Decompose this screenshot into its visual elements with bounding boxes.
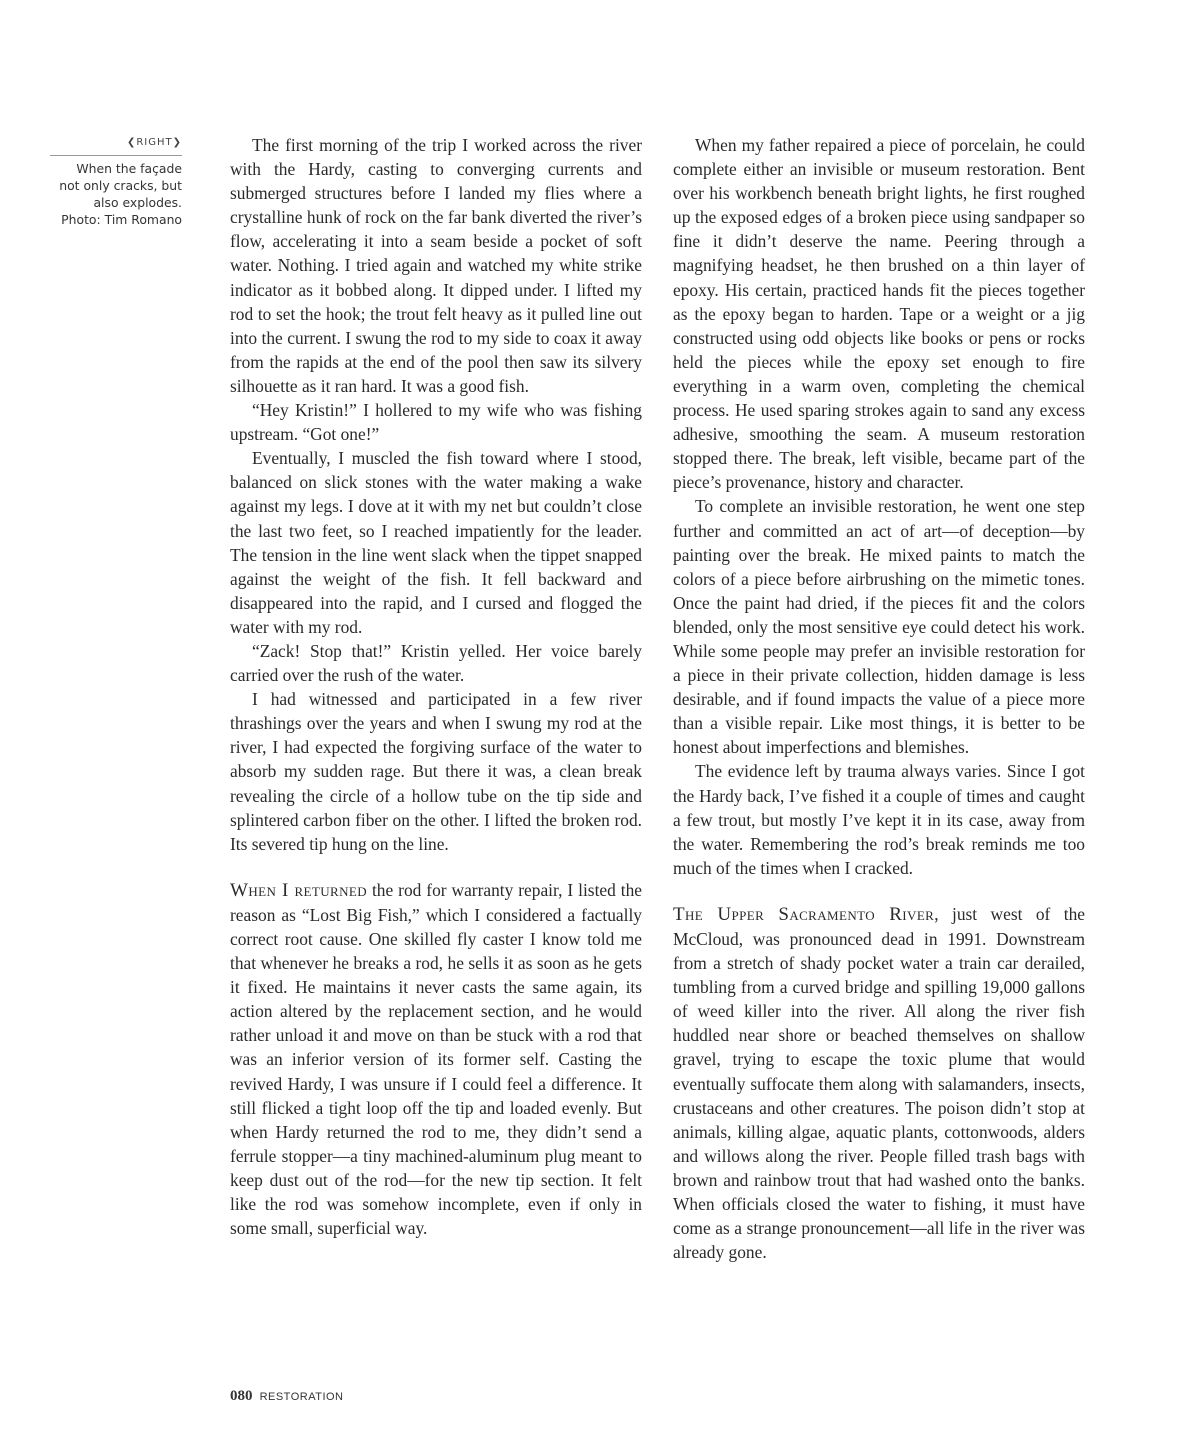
section-text: the rod for warranty repair, I listed the reason as “Lost Big Fish,” which I considered a factually correct root cause. One skilled fly caster I know told me that whenever he breaks a rod, he sells it as soon as he gets it fixed. He maintains it never casts the same again, its action altered by the replacement section, and he would rather unload it and move on than be stuck with a rod that was an inferior version of its former self. Casting the revived Hardy, I was unsure if I could feel a difference. It still flicked a tight loop off the tip and loaded evenly. But when Hardy returned the rod to me, they didn’t send a ferrule stopper—a tiny machined-aluminum plug meant to keep dust out of the rod—for the new tip section. It felt like the rod was somehow incomplete, even if only in some small, superficial way. — [230, 879, 643, 1239]
paragraph: Eventually, I muscled the fish toward where I stood, balanced on slick stones with the water making a wake against my legs. I dove at it with my net but couldn’t close the last two feet, so I reached impatiently for the leader. The tension in the line went slack when the tippet snapped against the weight of the fish. It fell backward and disappeared into the rapid, and I cursed and flogged the water with my rod. — [230, 448, 642, 637]
photo-caption — [30, 134, 182, 228]
caption-line: also explodes. — [93, 195, 182, 210]
paragraph: To complete an invisible restoration, he went one step further and committed an act of art—of deception—by painting over the break. He mixed paints to match the colors of a piece before airbrushing on the mimetic tones. Once the paint had dried, if the pieces fit and the colors blended, only the most sensitive eye could detect his work. While some people may prefer an invisible restoration for a piece in their private collection, hidden damage is less desirable, and if found impacts the value of a piece more than a visible repair. Like most things, it is better to be honest about imperfections and blemishes. — [673, 496, 1085, 758]
caption-rule — [50, 155, 182, 156]
page-folio — [230, 1388, 344, 1405]
section-lead-in: The Upper Sacramento River — [673, 903, 935, 925]
paragraph: “Hey Kristin!” I hollered to my wife who was fishing upstream. “Got one!” — [230, 400, 642, 445]
caption-line: When the façade — [76, 161, 182, 176]
caption-tag: ❮RIGHT❯ — [126, 137, 182, 148]
section-lead-in: When I returned — [230, 879, 368, 901]
paragraph: The evidence left by trauma always varies. Since I got the Hardy back, I’ve fished it a couple of times and caught a few trout, but mostly I’ve kept it in its case, away from the water. Remembering the rod’s break reminds me too much of the times when I cracked. — [673, 761, 1085, 878]
caption-credit: Photo: Tim Romano — [61, 212, 182, 227]
caption-tag-text: RIGHT — [136, 137, 173, 148]
paragraph: The first morning of the trip I worked across the river with the Hardy, casting to converging currents and submerged structures before I landed my flies where a crystalline hunk of rock on the far bank diverted the river’s flow, accelerating it into a seam beside a pocket of soft water. Nothing. I tried again and watched my white strike indicator as it bobbed along. It dipped under. I lifted my rod to set the hook; the trout felt heavy as it pulled line out into the current. I swung the rod to my side to coax it away from the rapids at the end of the pool then saw its silvery silhouette as it ran hard. It was a good fish. — [230, 135, 642, 396]
section-paragraph — [230, 878, 642, 1240]
section-text: , just west of the McCloud, was pronounced dead in 1991. Downstream from a stretch of shady pocket water a train car derailed, tumbling from a curved bridge and spilling 19,000 gallons of weed killer into the river. All along the river fish huddled near shore or beached themselves on shallow gravel, trying to escape the toxic plume that would eventually suffocate them along with salamanders, insects, crustaceans and other creatures. The poison didn’t stop at animals, killing algae, aquatic plants, cottonwoods, alders and willows along the river. People filled trash bags with brown and rainbow trout that had washed onto the banks. When officials closed the water to fishing, it must have come as a strange pronouncement—all life in the river was already gone. — [673, 903, 1085, 1263]
page-number: 080 — [230, 1388, 253, 1404]
section-label: RESTORATION — [259, 1391, 344, 1403]
paragraph: I had witnessed and participated in a few river thrashings over the years and when I swung my rod at the river, I had expected the forgiving surface of the water to absorb my sudden rage. But there it was, a clean break revealing the circle of a hollow tube on the tip side and splintered carbon fiber on the other. I lifted the broken rod. Its severed tip hung on the line. — [230, 689, 642, 854]
text-column-right — [673, 133, 1085, 1264]
paragraph: “Zack! Stop that!” Kristin yelled. Her voice barely carried over the rush of the water. — [230, 640, 642, 686]
paragraph: When my father repaired a piece of porcelain, he could complete either an invisible or museum restoration. Bent over his workbench beneath bright lights, he first roughed up the exposed edges of a broken piece using sandpaper so fine it didn’t deserve the name. Peering through a magnifying headset, he then brushed on a thin layer of epoxy. His certain, practiced hands fit the pieces together as the epoxy began to harden. Tape or a weight or a jig constructed using odd objects like books or pens or rocks held the pieces while the epoxy set enough to fire everything in a warm oven, completing the chemical process. He used sparing strokes again to sand any excess adhesive, smoothing the seam. A museum restoration stopped there. The break, left visible, became part of the piece’s provenance, history and character. — [673, 135, 1085, 493]
text-column-left — [230, 133, 642, 1240]
section-paragraph — [673, 902, 1085, 1264]
caption-line: not only cracks, but — [59, 178, 182, 193]
